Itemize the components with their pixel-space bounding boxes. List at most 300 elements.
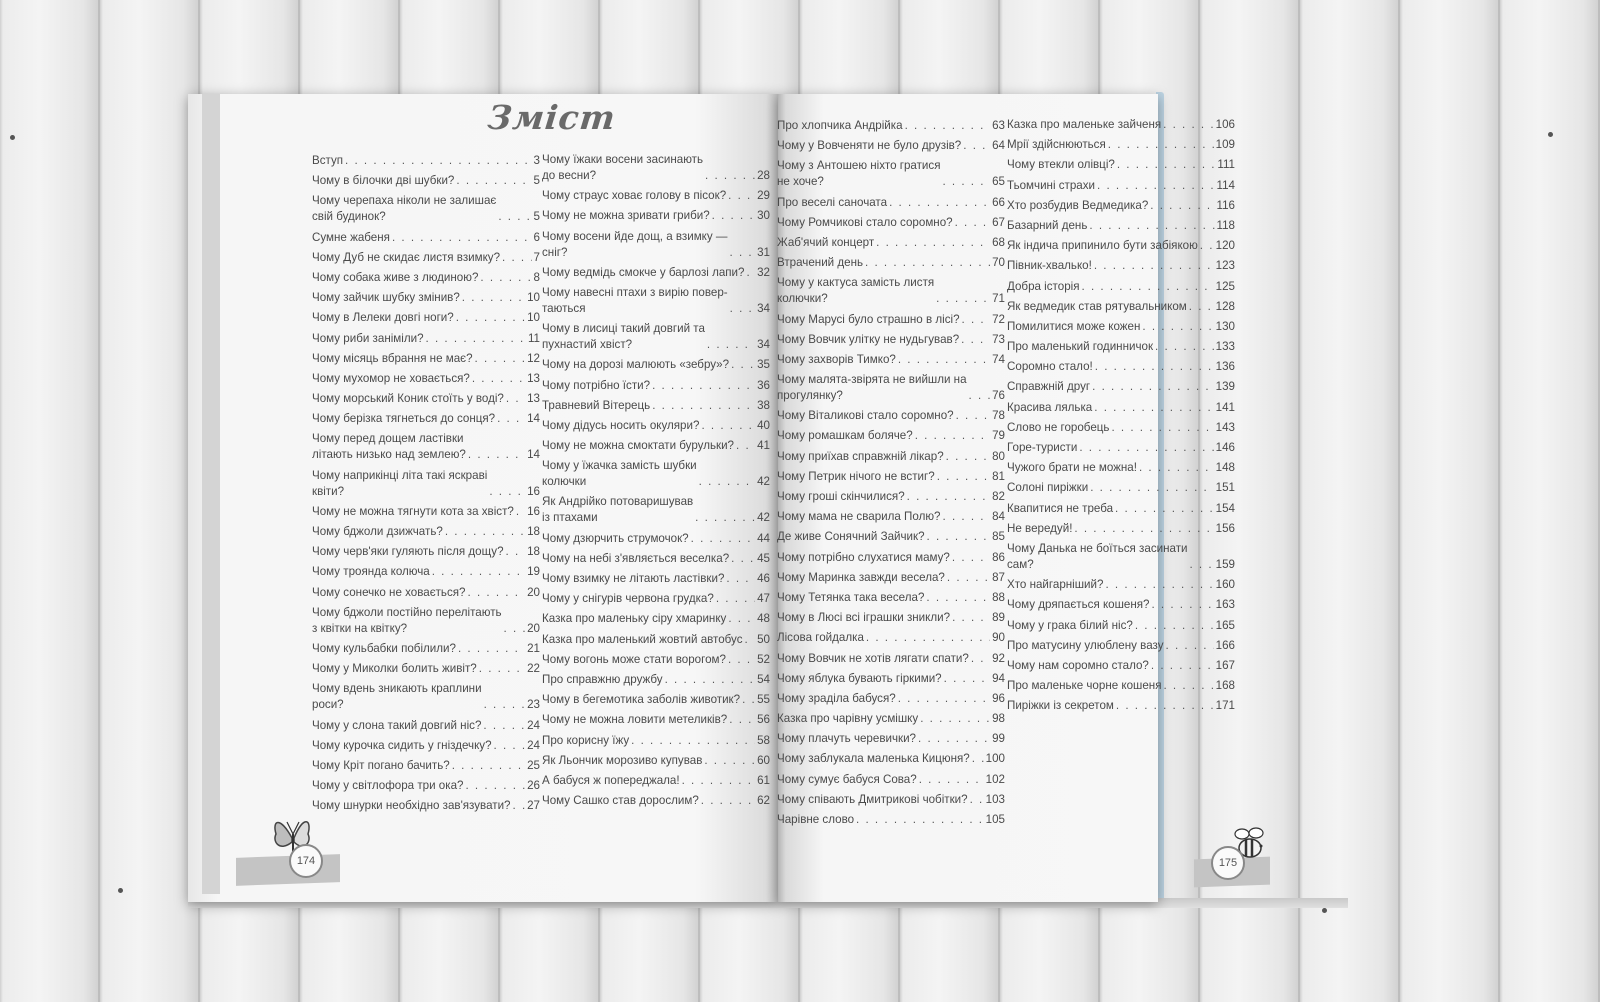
toc-leader-dots <box>731 551 755 567</box>
toc-entry <box>777 489 1005 505</box>
toc-entry-page: 73 <box>992 332 1005 346</box>
toc-entry-page: 78 <box>992 409 1005 423</box>
toc-entry-title: Чому у кактуса замість листя колючки? <box>777 276 935 306</box>
toc-entry <box>542 692 770 708</box>
toc-entry <box>777 671 1005 687</box>
toc-entry <box>1007 597 1235 613</box>
toc-entry-title: Півник-хвалько! <box>1007 259 1092 273</box>
toc-entry <box>1007 359 1235 375</box>
toc-entry-page: 171 <box>1215 699 1235 713</box>
toc-entry <box>312 250 540 266</box>
toc-leader-dots <box>1097 178 1214 194</box>
toc-entry-title: Чому дзюрчить струмочок? <box>542 531 689 545</box>
toc-entry <box>312 661 540 677</box>
toc-entry <box>312 193 540 225</box>
toc-leader-dots <box>937 469 990 485</box>
toc-entry-page: 34 <box>757 338 770 352</box>
toc-leader-dots <box>480 270 531 286</box>
toc-entry-page: 10 <box>527 291 540 305</box>
toc-entry-title: Чому троянда колюча <box>312 565 430 579</box>
toc-entry <box>312 718 540 734</box>
toc-leader-dots <box>497 411 525 427</box>
toc-leader-dots <box>920 711 990 727</box>
toc-entry-page: 86 <box>992 550 1005 564</box>
wood-knot <box>1548 132 1553 137</box>
toc-entry <box>542 438 770 454</box>
toc-entry-page: 14 <box>527 412 540 426</box>
toc-leader-dots <box>947 570 990 586</box>
toc-entry <box>542 753 770 769</box>
toc-entry-title: Чому на дорозі малюють «зебру»? <box>542 358 730 372</box>
toc-entry-page: 66 <box>992 195 1005 209</box>
toc-entry-title: Чому Віталикові стало соромно? <box>777 409 954 423</box>
toc-entry-page: 85 <box>992 530 1005 544</box>
toc-entry <box>312 391 540 407</box>
toc-entry-page: 7 <box>533 250 540 264</box>
toc-leader-dots <box>730 245 756 261</box>
toc-entry-page: 13 <box>527 392 540 406</box>
toc-entry-title: Чому перед дощем ластівки літають низько над землею? <box>312 432 466 462</box>
toc-entry-page: 160 <box>1215 578 1235 592</box>
toc-entry-title: Чому захворів Тимко? <box>777 352 896 366</box>
toc-entry-title: Чому мама не сварила Полю? <box>777 510 941 524</box>
toc-leader-dots <box>456 310 525 326</box>
toc-entry <box>777 550 1005 566</box>
toc-entry-title: Чому у Вовченяти не було друзів? <box>777 139 962 153</box>
toc-entry-title: Соромно стало! <box>1007 360 1093 374</box>
toc-leader-dots <box>728 188 755 204</box>
toc-leader-dots <box>707 337 755 353</box>
toc-entry-title: Добра історія <box>1007 279 1080 293</box>
toc-leader-dots <box>865 255 990 271</box>
toc-entry <box>777 651 1005 667</box>
toc-leader-dots <box>946 449 990 465</box>
toc-entry <box>312 605 540 637</box>
toc-entry-page: 128 <box>1215 299 1235 313</box>
toc-leader-dots <box>506 544 526 560</box>
toc-entry-page: 46 <box>757 572 770 585</box>
toc-entry-title: Чому потрібно слухатися маму? <box>777 550 950 564</box>
toc-leader-dots <box>504 621 526 637</box>
toc-entry-title: Чому Вовчик не хотів лягати спати? <box>777 651 969 665</box>
toc-entry-page: 159 <box>1215 557 1235 571</box>
toc-entry-page: 94 <box>992 671 1005 685</box>
toc-leader-dots <box>927 529 991 545</box>
toc-entry-page: 50 <box>757 632 770 646</box>
toc-leader-dots <box>475 351 526 367</box>
toc-entry-title: Про корисну їжу <box>542 733 630 747</box>
toc-leader-dots <box>631 733 755 749</box>
toc-entry-title: Про хлопчика Андрійка <box>777 119 903 132</box>
toc-entry <box>1007 137 1235 153</box>
toc-entry-page: 18 <box>527 545 540 559</box>
toc-entry <box>312 564 540 580</box>
toc-leader-dots <box>452 758 525 774</box>
toc-leader-dots <box>1092 379 1214 395</box>
toc-entry-page: 82 <box>992 490 1005 503</box>
toc-entry-title: Чому наприкінці літа такі яскраві квіти? <box>312 468 488 498</box>
toc-entry-page: 64 <box>992 139 1005 153</box>
toc-entry-title: Про справжню дружбу <box>542 672 663 686</box>
toc-leader-dots <box>943 509 991 525</box>
toc-leader-dots <box>712 208 755 224</box>
toc-leader-dots <box>1094 258 1214 274</box>
toc-entry <box>777 255 1005 271</box>
toc-entry <box>542 591 770 607</box>
toc-leader-dots <box>866 630 990 646</box>
toc-entry <box>312 468 540 500</box>
toc-entry-title: Чому з Антошею ніхто гратися не хоче? <box>777 159 941 189</box>
toc-entry <box>1007 379 1235 395</box>
toc-entry-title: Чому страус ховає голову в пісок? <box>542 189 727 203</box>
toc-entry-page: 25 <box>527 758 540 772</box>
toc-leader-dots <box>494 738 526 754</box>
toc-entry-title: Чому собака живе з людиною? <box>312 270 479 284</box>
toc-entry-page: 20 <box>527 585 540 599</box>
toc-entry-page: 136 <box>1215 360 1235 374</box>
toc-entry <box>777 408 1005 424</box>
toc-entry-title: Тьомчині страхи <box>1007 178 1096 192</box>
toc-entry-page: 120 <box>1215 239 1235 253</box>
toc-entry <box>777 509 1005 525</box>
toc-entry-title: Чому сумує бабуся Сова? <box>777 772 917 786</box>
toc-leader-dots <box>942 174 990 190</box>
toc-entry-title: Чому в лисиці такий довгий та пухнастий хвіст? <box>542 322 705 352</box>
toc-entry-title: Чому берізка тягнеться до сонця? <box>312 412 496 426</box>
toc-leader-dots <box>746 265 755 281</box>
toc-entry <box>312 585 540 601</box>
toc-leader-dots <box>728 652 755 668</box>
toc-entry-page: 87 <box>992 570 1005 584</box>
toc-entry-title: Чому їжаки восени засинають до весни? <box>542 153 703 182</box>
toc-entry-page: 165 <box>1215 618 1235 632</box>
toc-entry <box>542 632 770 648</box>
toc-entry <box>777 118 1005 134</box>
toc-entry <box>312 153 540 169</box>
toc-entry-title: Помилитися може кожен <box>1007 319 1141 333</box>
toc-entry-page: 18 <box>527 525 540 538</box>
toc-column-3 <box>777 118 1005 832</box>
toc-leader-dots <box>961 332 990 348</box>
toc-leader-dots <box>726 571 755 587</box>
toc-entry-page: 24 <box>527 738 540 752</box>
toc-leader-dots <box>907 489 990 505</box>
toc-leader-dots <box>392 230 532 246</box>
toc-entry-title: Не вередуй! <box>1007 521 1073 535</box>
toc-entry-page: 76 <box>992 389 1005 403</box>
wood-knot <box>1322 908 1327 913</box>
toc-entry-title: Чому плачуть черевички? <box>777 732 916 746</box>
toc-leader-dots <box>926 590 990 606</box>
toc-entry <box>542 494 770 526</box>
toc-leader-dots <box>1200 238 1214 254</box>
toc-entry-page: 47 <box>757 592 770 606</box>
toc-leader-dots <box>918 731 990 747</box>
toc-entry <box>1007 258 1235 274</box>
toc-entry <box>312 270 540 286</box>
toc-entry <box>777 138 1005 154</box>
toc-entry <box>777 610 1005 626</box>
toc-leader-dots <box>856 812 984 828</box>
toc-entry <box>777 731 1005 747</box>
toc-entry-title: Чому Маринка завжди весела? <box>777 570 945 584</box>
toc-entry-page: 60 <box>757 753 770 767</box>
toc-leader-dots <box>1117 157 1216 173</box>
toc-entry-page: 114 <box>1216 178 1235 192</box>
toc-entry-title: Чому у слона такий довгий ніс? <box>312 718 482 732</box>
toc-entry-page: 96 <box>992 691 1005 705</box>
toc-entry-page: 19 <box>527 565 540 579</box>
toc-entry-title: Казка про маленьке зайченя <box>1007 118 1162 131</box>
toc-entry-page: 52 <box>757 652 770 666</box>
toc-entry-title: Справжній друг <box>1007 380 1091 394</box>
toc-entry-title: Чому навесні птахи з вирію повер- таються <box>542 285 728 315</box>
toc-entry-page: 167 <box>1215 658 1235 672</box>
toc-entry-title: Горе-туристи <box>1007 441 1078 454</box>
toc-entry <box>777 195 1005 211</box>
toc-leader-dots <box>898 352 990 368</box>
toc-leader-dots <box>936 291 990 307</box>
toc-entry-title: Чужого брати не можна! <box>1007 461 1137 475</box>
toc-entry-title: Чому мухомор не ховається? <box>312 371 470 385</box>
toc-entry-title: Мрії здійснюються <box>1007 138 1106 152</box>
toc-entry <box>1007 238 1235 254</box>
toc-leader-dots <box>956 408 990 424</box>
toc-entry-page: 105 <box>985 813 1005 826</box>
toc-entry-title: Чому вогонь може стати ворогом? <box>542 652 726 666</box>
toc-leader-dots <box>652 378 755 394</box>
toc-entry-title: Чому черепаха ніколи не залишає свій будинок? <box>312 194 497 224</box>
toc-entry <box>542 551 770 567</box>
toc-entry-title: Про маленьке чорне кошеня <box>1007 679 1162 693</box>
toc-leader-dots <box>1142 319 1213 335</box>
toc-entry <box>777 711 1005 727</box>
toc-entry-title: Чому дідусь носить окуляри? <box>542 418 700 432</box>
toc-entry-page: 116 <box>1216 198 1235 212</box>
toc-entry <box>1007 577 1235 593</box>
toc-leader-dots <box>345 153 532 169</box>
toc-entry-page: 118 <box>1216 218 1235 232</box>
toc-entry <box>312 173 540 189</box>
toc-entry-page: 109 <box>1215 138 1235 152</box>
toc-entry-title: Чому восени йде дощ, а взимку — сніг? <box>542 229 728 259</box>
toc-leader-dots <box>1189 299 1214 315</box>
toc-entry <box>542 229 770 261</box>
toc-entry <box>542 188 770 204</box>
toc-leader-dots <box>963 138 990 154</box>
toc-entry-title: Чому черв'яки гуляють після дощу? <box>312 545 504 559</box>
toc-entry-page: 6 <box>533 230 540 244</box>
toc-entry <box>542 265 770 281</box>
toc-entry <box>1007 400 1235 416</box>
toc-leader-dots <box>889 195 990 211</box>
toc-leader-dots <box>665 672 755 688</box>
toc-entry <box>312 641 540 657</box>
toc-entry-title: Слово не горобець <box>1007 420 1110 434</box>
toc-leader-dots <box>728 611 755 627</box>
toc-entry-page: 8 <box>533 270 540 284</box>
toc-entry <box>1007 157 1235 173</box>
toc-entry-title: Чому нам соромно стало? <box>1007 658 1149 672</box>
toc-entry <box>542 285 770 317</box>
toc-leader-dots <box>699 474 755 490</box>
toc-entry <box>312 331 540 347</box>
toc-entry-page: 103 <box>985 792 1005 806</box>
toc-entry-title: Чому в Лелеки довгі ноги? <box>312 311 454 325</box>
toc-entry-title: Чому шнурки необхідно зав'язувати? <box>312 799 511 813</box>
toc-leader-dots <box>516 504 525 520</box>
toc-entry-title: Травневий Вітерець <box>542 398 651 412</box>
toc-entry-title: Чому не можна зривати гриби? <box>542 209 710 223</box>
toc-entry-page: 26 <box>527 779 540 793</box>
toc-entry-title: Чому сонечко не ховається? <box>312 585 466 599</box>
toc-entry-title: Чому вдень зникають краплини роси? <box>312 682 482 712</box>
toc-leader-dots <box>944 671 990 687</box>
toc-entry-page: 41 <box>757 439 770 453</box>
toc-entry-title: Чому в білочки дві шубки? <box>312 174 455 188</box>
toc-entry-page: 42 <box>757 475 770 489</box>
toc-entry <box>1007 198 1235 214</box>
toc-entry <box>312 351 540 367</box>
toc-leader-dots <box>1108 137 1214 153</box>
toc-entry-page: 81 <box>992 469 1005 483</box>
toc-leader-dots <box>472 371 525 387</box>
toc-entry-page: 80 <box>992 449 1005 463</box>
toc-entry-title: Чому риби заніміли? <box>312 331 424 345</box>
toc-entry <box>777 792 1005 808</box>
toc-entry <box>542 321 770 353</box>
toc-entry-title: Чому малята-звірята не вийшли на прогулянку? <box>777 373 967 403</box>
toc-entry <box>1007 638 1235 654</box>
toc-leader-dots <box>729 712 755 728</box>
toc-entry <box>542 652 770 668</box>
toc-entry <box>1007 541 1235 573</box>
toc-entry-title: Чому Тетянка така весела? <box>777 590 925 604</box>
toc-entry-title: Солоні пиріжки <box>1007 481 1089 495</box>
toc-entry-page: 31 <box>757 245 770 259</box>
toc-entry <box>1007 678 1235 694</box>
toc-leader-dots <box>1166 638 1214 654</box>
toc-leader-dots <box>1139 460 1214 476</box>
toc-entry-title: Чому зраділа бабуся? <box>777 691 896 705</box>
toc-entry <box>1007 658 1235 674</box>
toc-entry <box>777 751 1005 767</box>
toc-entry-page: 154 <box>1215 501 1235 515</box>
toc-entry <box>1007 299 1235 315</box>
toc-entry-page: 156 <box>1215 521 1235 535</box>
toc-entry <box>777 590 1005 606</box>
toc-entry-page: 100 <box>985 752 1005 766</box>
toc-column-1 <box>312 153 540 818</box>
toc-leader-dots <box>1090 480 1213 496</box>
toc-entry <box>312 411 540 427</box>
toc-entry-page: 3 <box>533 154 540 167</box>
toc-leader-dots <box>445 524 525 540</box>
toc-entry-title: Чому не можна смоктати бурульки? <box>542 439 734 453</box>
toc-leader-dots <box>1115 501 1214 517</box>
toc-entry-page: 16 <box>527 484 540 498</box>
toc-entry-title: Чому морський Коник стоїть у воді? <box>312 392 504 406</box>
toc-leader-dots <box>704 753 755 769</box>
toc-leader-dots <box>952 550 990 566</box>
toc-entry <box>312 778 540 794</box>
toc-entry-title: Чому кульбабки побілили? <box>312 641 456 655</box>
toc-leader-dots <box>468 585 526 601</box>
toc-leader-dots <box>730 301 755 317</box>
toc-entry <box>1007 319 1235 335</box>
toc-entry-page: 98 <box>992 712 1005 726</box>
toc-entry-title: Чому у грака білий ніс? <box>1007 618 1133 632</box>
toc-entry <box>312 290 540 306</box>
toc-entry-page: 22 <box>527 662 540 676</box>
toc-leader-dots <box>489 484 525 500</box>
toc-entry <box>1007 339 1235 355</box>
toc-entry-page: 5 <box>533 174 540 188</box>
toc-entry-page: 21 <box>527 641 540 655</box>
toc-entry <box>1007 460 1235 476</box>
toc-entry-page: 72 <box>992 312 1005 326</box>
toc-entry-title: Чому місяць вбрання не має? <box>312 351 473 365</box>
toc-entry-page: 148 <box>1215 461 1235 475</box>
toc-entry-title: Чому дряпається кошеня? <box>1007 598 1150 612</box>
toc-entry-title: Чарівне слово <box>777 813 855 826</box>
toc-leader-dots <box>513 798 526 814</box>
toc-entry-page: 88 <box>992 590 1005 604</box>
toc-entry <box>542 458 770 490</box>
toc-entry-page: 62 <box>757 794 770 808</box>
toc-leader-dots <box>682 773 755 789</box>
toc-leader-dots <box>652 398 755 414</box>
toc-entry-title: Чому у світлофора три ока? <box>312 779 464 793</box>
toc-entry-title: Чому Кріт погано бачить? <box>312 758 450 772</box>
toc-leader-dots <box>972 751 984 767</box>
toc-entry <box>312 371 540 387</box>
toc-entry <box>777 215 1005 231</box>
toc-entry-page: 35 <box>757 358 770 372</box>
toc-leader-dots <box>1163 678 1213 694</box>
toc-entry-page: 16 <box>527 504 540 518</box>
toc-entry-title: Чому Марусі було страшно в лісі? <box>777 312 960 326</box>
toc-leader-dots <box>736 438 755 454</box>
toc-entry-title: Чому ведмідь смокче у барлозі лапи? <box>542 265 745 279</box>
toc-entry-page: 63 <box>992 119 1005 132</box>
toc-entry-page: 65 <box>992 175 1005 189</box>
toc-entry <box>1007 279 1235 295</box>
toc-entry-title: Чому втекли олівці? <box>1007 158 1115 172</box>
toc-entry-title: Чому співають Дмитрикові чобітки? <box>777 792 968 806</box>
toc-leader-dots <box>1116 698 1214 714</box>
toc-entry-page: 56 <box>757 713 770 727</box>
toc-entry-title: Лісова гойдалка <box>777 631 864 645</box>
toc-leader-dots <box>465 778 525 794</box>
toc-leader-dots <box>432 564 525 580</box>
toc-entry-page: 133 <box>1215 340 1235 354</box>
toc-entry-page: 32 <box>757 265 770 279</box>
toc-entry <box>777 428 1005 444</box>
toc-entry-title: Чому зайчик шубку змінив? <box>312 291 460 305</box>
toc-leader-dots <box>969 388 991 404</box>
toc-leader-dots <box>462 290 525 306</box>
toc-entry <box>542 733 770 749</box>
toc-entry-title: Як Андрійко потоваришував із птахами <box>542 495 694 525</box>
toc-entry-page: 139 <box>1215 380 1235 394</box>
toc-entry-page: 111 <box>1217 158 1235 172</box>
toc-entry-title: Про маленький годинничок <box>1007 340 1154 354</box>
toc-leader-dots <box>691 531 755 547</box>
toc-entry <box>1007 501 1235 517</box>
toc-entry-page: 54 <box>757 672 770 686</box>
toc-entry-page: 12 <box>527 351 540 365</box>
